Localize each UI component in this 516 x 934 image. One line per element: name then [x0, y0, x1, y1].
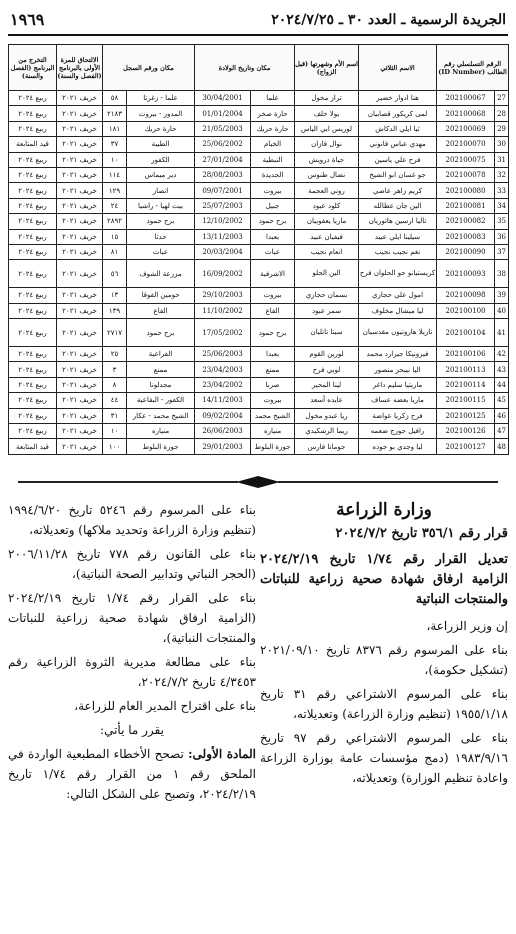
paragraph: بناء على اقتراح المدير العام للزراعة، [74, 699, 256, 713]
student-name: كريم زاهر عاصي [359, 183, 437, 198]
enroll-term: خريف ٢٠٢١ [57, 393, 103, 408]
student-name: رافيل جوزج ضعمه [359, 424, 437, 439]
student-id: 202100113 [437, 362, 495, 377]
registry-place: جورة البلوط [127, 439, 195, 454]
grad-term: ربيع ٢٠٢٤ [9, 91, 57, 106]
student-id: 202100106 [437, 347, 495, 362]
enroll-term: خريف ٢٠٢١ [57, 303, 103, 318]
table-header-row [9, 45, 509, 91]
student-name: مهدي عباس قانوني [359, 137, 437, 152]
birth-date: 27/01/2004 [195, 152, 251, 167]
row-number: 41 [495, 319, 509, 347]
birth-place: برج حمود [251, 319, 295, 347]
enroll-term: خريف ٢٠٢١ [57, 214, 103, 229]
birth-place: صربا [251, 377, 295, 392]
mother-name: نوال قازان [295, 137, 359, 152]
mother-name: ريما الرشكيدي [295, 424, 359, 439]
birth-place: منياره [251, 424, 295, 439]
enroll-term: خريف ٢٠٢١ [57, 121, 103, 136]
article-text: تصحح الأخطاء المطبعية الواردة في الملحق رقم ١ من القرار رقم ١/٧٤ تاريخ ٢٠٢٤/٢/١٩، وتصبح على الشكل التالي: [8, 747, 256, 801]
student-id: 202100090 [437, 244, 495, 259]
birth-place: النبطية [251, 152, 295, 167]
table-row [9, 214, 509, 229]
table-row [9, 408, 509, 423]
student-id: 202100068 [437, 106, 495, 121]
birth-place: القاع [251, 303, 295, 318]
grad-term: ربيع ٢٠٢٤ [9, 424, 57, 439]
enroll-term: خريف ٢٠٢١ [57, 439, 103, 454]
table-row [9, 319, 509, 347]
registry-place: حومين الفوقا [127, 288, 195, 303]
table-row [9, 198, 509, 213]
student-name: الين جان عطالله [359, 198, 437, 213]
row-number: 38 [495, 260, 509, 288]
registry-number: ٢٤ [103, 198, 127, 213]
mother-name: لورين القوم [295, 347, 359, 362]
enroll-term: خريف ٢٠٢١ [57, 167, 103, 182]
grad-term: ربيع ٢٠٢٤ [9, 393, 57, 408]
table-row [9, 303, 509, 318]
student-id: 202100081 [437, 198, 495, 213]
table-row [9, 288, 509, 303]
paragraph: بناء على مطالعة مديرية الثروة الزراعية رقم ٤/٣٤٥٣ تاريخ ٢٠٢٤/٧/٢، [8, 655, 256, 689]
row-number: 47 [495, 424, 509, 439]
grad-term: ربيع ٢٠٢٤ [9, 319, 57, 347]
enroll-term: خريف ٢٠٢١ [57, 319, 103, 347]
birth-place: بيروت [251, 393, 295, 408]
birth-date: 01/01/2004 [195, 106, 251, 121]
row-number: 36 [495, 229, 509, 244]
grad-term: ربيع ٢٠٢٤ [9, 303, 57, 318]
grad-term: ربيع ٢٠٢٤ [9, 377, 57, 392]
student-name: فيرونيكا جيرارد محمد [359, 347, 437, 362]
student-name: فرح زكريا عواضة [359, 408, 437, 423]
student-id: 202100093 [437, 260, 495, 288]
registry-number: ١٠٠ [103, 439, 127, 454]
table-row [9, 152, 509, 167]
registry-number: ١٥ [103, 229, 127, 244]
registry-place: حارة حريك [127, 121, 195, 136]
registry-place: الكفور [127, 152, 195, 167]
row-number: 35 [495, 214, 509, 229]
paragraph: إن وزير الزراعة، [426, 619, 508, 633]
student-id: 202100126 [437, 424, 495, 439]
col-header-name: الاسم الثلاثي [359, 45, 437, 91]
page-number: ١٩٦٩ [10, 10, 45, 29]
student-name: تاريلا هاروتيون مقدسيان [359, 319, 437, 347]
grad-term: ربيع ٢٠٢٤ [9, 214, 57, 229]
birth-date: 26/06/2003 [195, 424, 251, 439]
student-name: سيلينا ايلي عبيد [359, 229, 437, 244]
registry-number: ٣ [103, 362, 127, 377]
registry-number: ١٣٩ [103, 303, 127, 318]
mother-name: حياة درويش [295, 152, 359, 167]
row-number: 46 [495, 408, 509, 423]
student-name: ليا ميشال مخلوف [359, 303, 437, 318]
student-id: 202100104 [437, 319, 495, 347]
registry-number: ٢٧١٧ [103, 319, 127, 347]
registry-place: حدثا [127, 229, 195, 244]
paragraph: بناء على القرار رقم ١/٧٤ تاريخ ٢٠٢٤/٢/١٩ (الزامية ارفاق شهادة صحية زراعية للنباتات والمنتجات النباتية)، [8, 591, 256, 645]
student-id: 202100115 [437, 393, 495, 408]
table-row [9, 183, 509, 198]
row-number: 33 [495, 183, 509, 198]
birth-date: 09/02/2004 [195, 408, 251, 423]
mother-name: تراز مخول [295, 91, 359, 106]
birth-date: 25/07/2003 [195, 198, 251, 213]
table-row [9, 106, 509, 121]
birth-place: ممنع [251, 362, 295, 377]
enroll-term: خريف ٢٠٢١ [57, 424, 103, 439]
table-row [9, 424, 509, 439]
grad-term: ربيع ٢٠٢٤ [9, 260, 57, 288]
birth-place: الخيام [251, 137, 295, 152]
table-row [9, 439, 509, 454]
enroll-term: خريف ٢٠٢١ [57, 288, 103, 303]
student-id: 202100083 [437, 229, 495, 244]
mother-name: بولا خلف [295, 106, 359, 121]
registry-number: ٢٥ [103, 347, 127, 362]
birth-place: جبيل [251, 198, 295, 213]
col-header-enroll: الالتحاق للمرة الأولى بالبرنامج (الفصل والسنة) [57, 45, 103, 91]
grad-term: ربيع ٢٠٢٤ [9, 198, 57, 213]
grad-term: قيد المتابعة [9, 137, 57, 152]
birth-date: 21/05/2003 [195, 121, 251, 136]
table-row [9, 347, 509, 362]
row-number: 43 [495, 362, 509, 377]
registry-place: بيت لهيا - راشيا [127, 198, 195, 213]
registry-place: المدور - بيروت [127, 106, 195, 121]
page-header [8, 6, 508, 36]
registry-place: القاع [127, 303, 195, 318]
birth-place: الجديدة [251, 167, 295, 182]
registry-number: ٤٤ [103, 393, 127, 408]
mother-name: لوريس ابي الياس [295, 121, 359, 136]
enroll-term: خريف ٢٠٢١ [57, 152, 103, 167]
student-id: 202100075 [437, 152, 495, 167]
mother-name: لوبي فرح [295, 362, 359, 377]
mother-name: كلود عبود [295, 198, 359, 213]
mother-name: جومانا فارس [295, 439, 359, 454]
student-id: 202100078 [437, 167, 495, 182]
student-id: 202100100 [437, 303, 495, 318]
birth-date: 25/06/2003 [195, 347, 251, 362]
student-id: 202100114 [437, 377, 495, 392]
enroll-term: خريف ٢٠٢١ [57, 91, 103, 106]
row-number: 34 [495, 198, 509, 213]
student-name: كريستيانو جو الحلوان فرح [359, 260, 437, 288]
registry-number: ١٣ [103, 288, 127, 303]
row-number: 39 [495, 288, 509, 303]
ornament-icon [236, 476, 280, 488]
registry-place: منياره [127, 424, 195, 439]
birth-place: الاشرفية [251, 260, 295, 288]
registry-number: ١٠ [103, 152, 127, 167]
enroll-term: خريف ٢٠٢١ [57, 377, 103, 392]
enroll-term: خريف ٢٠٢١ [57, 229, 103, 244]
mother-name: عايده أسعد [295, 393, 359, 408]
student-id: 202100069 [437, 121, 495, 136]
student-name: جو غسان ابو الشيخ [359, 167, 437, 182]
birth-place: الشيخ محمد [251, 408, 295, 423]
registry-number: ٢٨٩٢ [103, 214, 127, 229]
birth-date: 29/10/2003 [195, 288, 251, 303]
mother-name: نضال طنوس [295, 167, 359, 182]
decides-line: يقرر ما يأتي: [100, 723, 164, 737]
decision-number: قرار رقم ٣٥٦/١ تاريخ ٢٠٢٤/٧/٢ [335, 526, 508, 541]
enroll-term: خريف ٢٠٢١ [57, 408, 103, 423]
table-row [9, 229, 509, 244]
birth-date: 13/11/2003 [195, 229, 251, 244]
birth-date: 09/07/2001 [195, 183, 251, 198]
birth-place: حارة حريك [251, 121, 295, 136]
grad-term: ربيع ٢٠٢٤ [9, 288, 57, 303]
registry-place: الطيبة [127, 137, 195, 152]
article-label: المادة الأولى: [188, 747, 256, 761]
birth-date: 30/04/2001 [195, 91, 251, 106]
registry-number: ٣٧ [103, 137, 127, 152]
enroll-term: خريف ٢٠٢١ [57, 198, 103, 213]
table-row [9, 91, 509, 106]
student-name: نغم نجيب نجيب [359, 244, 437, 259]
student-id: 202100070 [437, 137, 495, 152]
student-id: 202100080 [437, 183, 495, 198]
registry-place: مزرعة الشوف [127, 260, 195, 288]
paragraph: بناء على القانون رقم ٧٧٨ تاريخ ٢٠٠٦/١١/٢٨ (الحجر النباتي وتدابير الصحة النباتية)، [8, 547, 256, 581]
registry-place: دير ميماس [127, 167, 195, 182]
registry-number: ٣١ [103, 408, 127, 423]
mother-name: فيفيان عبيد [295, 229, 359, 244]
birth-date: 23/04/2003 [195, 362, 251, 377]
student-id: 202100098 [437, 288, 495, 303]
registry-place: ممنع [127, 362, 195, 377]
student-id: 202100125 [437, 408, 495, 423]
students-table [8, 44, 509, 455]
registry-place: برج حمود [127, 214, 195, 229]
row-number: 45 [495, 393, 509, 408]
enroll-term: خريف ٢٠٢١ [57, 260, 103, 288]
student-name: ماريا بعضه عساف [359, 393, 437, 408]
decision-subject: تعديل القرار رقم ١/٧٤ تاريخ ٢٠٢٤/٢/١٩ الزامية ارفاق شهادة صحية زراعية للنباتات والمنتجات النباتية [260, 552, 508, 607]
grad-term: ربيع ٢٠٢٤ [9, 362, 57, 377]
paragraph: بناء على المرسوم رقم ٥٢٤٦ تاريخ ١٩٩٤/٦/٢٠ (تنظيم وزارة الزراعة وتحديد ملاكها) وتعديلاته، [8, 503, 256, 537]
registry-number: ١٨١ [103, 121, 127, 136]
gazette-title: الجريدة الرسمية ـ العدد ٣٠ ـ ٢٠٢٤/٧/٢٥ [271, 12, 506, 28]
registry-place: انصار [127, 183, 195, 198]
grad-term: ربيع ٢٠٢٤ [9, 347, 57, 362]
ministry-title: وزارة الزراعة [336, 500, 432, 520]
table-row [9, 137, 509, 152]
grad-term: ربيع ٢٠٢٤ [9, 408, 57, 423]
enroll-term: خريف ٢٠٢١ [57, 244, 103, 259]
registry-number: ٥٦ [103, 260, 127, 288]
registry-place: مجدلونا [127, 377, 195, 392]
col-header-birth: مكان وتاريخ الولادة [195, 45, 295, 91]
birth-date: 16/09/2002 [195, 260, 251, 288]
student-name: ماريتيا سليم داغر [359, 377, 437, 392]
row-number: 30 [495, 137, 509, 152]
student-name: ليا وجدي بو جوده [359, 439, 437, 454]
row-number: 40 [495, 303, 509, 318]
table-row [9, 393, 509, 408]
grad-term: ربيع ٢٠٢٤ [9, 121, 57, 136]
birth-date: 29/01/2003 [195, 439, 251, 454]
registry-number: ٥٨ [103, 91, 127, 106]
col-header-registry: مكان ورقم السجل [103, 45, 195, 91]
registry-number: ٨ [103, 377, 127, 392]
mother-name: ماريا يعقوبيان [295, 214, 359, 229]
enroll-term: خريف ٢٠٢١ [57, 183, 103, 198]
paragraph: بناء على المرسوم الاشتراعي رقم ٩٧ تاريخ ١٩٨٣/٩/١٦ (دمج مؤسسات عامة بوزارة الزراعة واعادة تنظيم الوزارة) وتعديلاته، [260, 731, 508, 785]
birth-date: 23/04/2002 [195, 377, 251, 392]
enroll-term: خريف ٢٠٢١ [57, 137, 103, 152]
enroll-term: خريف ٢٠٢١ [57, 362, 103, 377]
article-one [8, 744, 256, 804]
row-number: 48 [495, 439, 509, 454]
table-row [9, 377, 509, 392]
student-name: هنا ادوار خضير [359, 91, 437, 106]
birth-place: علما [251, 91, 295, 106]
birth-place: بيروت [251, 183, 295, 198]
student-name: تاليا ارسين هاتوريان [359, 214, 437, 229]
birth-place: برج حمود [251, 214, 295, 229]
col-header-grad: التخرج من البرنامج (الفصل والسنة) [9, 45, 57, 91]
col-header-mother: اسم الأم وشهرتها (قبل الزواج) [295, 45, 359, 91]
birth-place: بيروت [251, 288, 295, 303]
birth-place: عيات [251, 244, 295, 259]
mother-name: بسمان حجازي [295, 288, 359, 303]
paragraph: بناء على المرسوم الاشتراعي رقم ٣١ تاريخ ١٩٥٥/١/١٨ (تنظيم وزارة الزراعة) وتعديلاته، [260, 687, 508, 721]
enroll-term: خريف ٢٠٢١ [57, 347, 103, 362]
section-divider [0, 479, 516, 485]
student-name: امول علي حجازي [359, 288, 437, 303]
col-header-id: الرقم التسلسلي رقم الطالب (ID Number) [437, 45, 509, 91]
mother-name: روني العجمة [295, 183, 359, 198]
student-id: 202100067 [437, 91, 495, 106]
decision-left-column [8, 500, 256, 808]
birth-place: بعبدا [251, 229, 295, 244]
grad-term: ربيع ٢٠٢٤ [9, 152, 57, 167]
row-number: 44 [495, 377, 509, 392]
grad-term: ربيع ٢٠٢٤ [9, 106, 57, 121]
student-name: اليا نيبحز منصور [359, 362, 437, 377]
grad-term: قيد المتابعة [9, 439, 57, 454]
mother-name: انعام نجيب [295, 244, 359, 259]
grad-term: ربيع ٢٠٢٤ [9, 244, 57, 259]
row-number: 29 [495, 121, 509, 136]
mother-name: ريا عبدو مخول [295, 408, 359, 423]
table-row [9, 244, 509, 259]
student-id: 202100082 [437, 214, 495, 229]
registry-number: ٨١ [103, 244, 127, 259]
registry-place: علما - زغرتا [127, 91, 195, 106]
table-row [9, 121, 509, 136]
birth-date: 20/03/2004 [195, 244, 251, 259]
row-number: 37 [495, 244, 509, 259]
registry-place: الشيخ محمد - عكار [127, 408, 195, 423]
birth-date: 11/10/2002 [195, 303, 251, 318]
student-name: فرح علي ياسين [359, 152, 437, 167]
row-number: 32 [495, 167, 509, 182]
enroll-term: خريف ٢٠٢١ [57, 106, 103, 121]
birth-date: 12/10/2002 [195, 214, 251, 229]
mother-name: سمر عبود [295, 303, 359, 318]
mother-name: الين الحلو [295, 260, 359, 288]
registry-number: ١١٤ [103, 167, 127, 182]
grad-term: ربيع ٢٠٢٤ [9, 229, 57, 244]
registry-number: ٢١٨٣ [103, 106, 127, 121]
registry-place: الفراعية [127, 347, 195, 362]
row-number: 27 [495, 91, 509, 106]
paragraph: بناء على المرسوم رقم ٨٣٧٦ تاريخ ٢٠٢١/٠٩/١٠ (تشكيل حكومة)، [260, 643, 508, 677]
birth-date: 17/05/2002 [195, 319, 251, 347]
row-number: 42 [495, 347, 509, 362]
birth-place: جورة البلوط [251, 439, 295, 454]
registry-place: برج حمود [127, 319, 195, 347]
table-row [9, 362, 509, 377]
student-name: لمى كريكور قصابيان [359, 106, 437, 121]
registry-place: الكفور - البقاعية [127, 393, 195, 408]
registry-number: ١٢٩ [103, 183, 127, 198]
birth-date: 25/06/2002 [195, 137, 251, 152]
decision-right-column [260, 500, 508, 792]
birth-date: 14/11/2003 [195, 393, 251, 408]
grad-term: ربيع ٢٠٢٤ [9, 167, 57, 182]
table-row [9, 167, 509, 182]
mother-name: سيتا تاتليان [295, 319, 359, 347]
registry-place: عيات [127, 244, 195, 259]
row-number: 31 [495, 152, 509, 167]
mother-name: لينا المحير [295, 377, 359, 392]
student-name: ثيا ايلي الدكاش [359, 121, 437, 136]
grad-term: ربيع ٢٠٢٤ [9, 183, 57, 198]
birth-date: 28/08/2003 [195, 167, 251, 182]
birth-place: بعبدا [251, 347, 295, 362]
table-row [9, 260, 509, 288]
registry-number: ١٠ [103, 424, 127, 439]
row-number: 28 [495, 106, 509, 121]
student-id: 202100127 [437, 439, 495, 454]
birth-place: حارة صخر [251, 106, 295, 121]
